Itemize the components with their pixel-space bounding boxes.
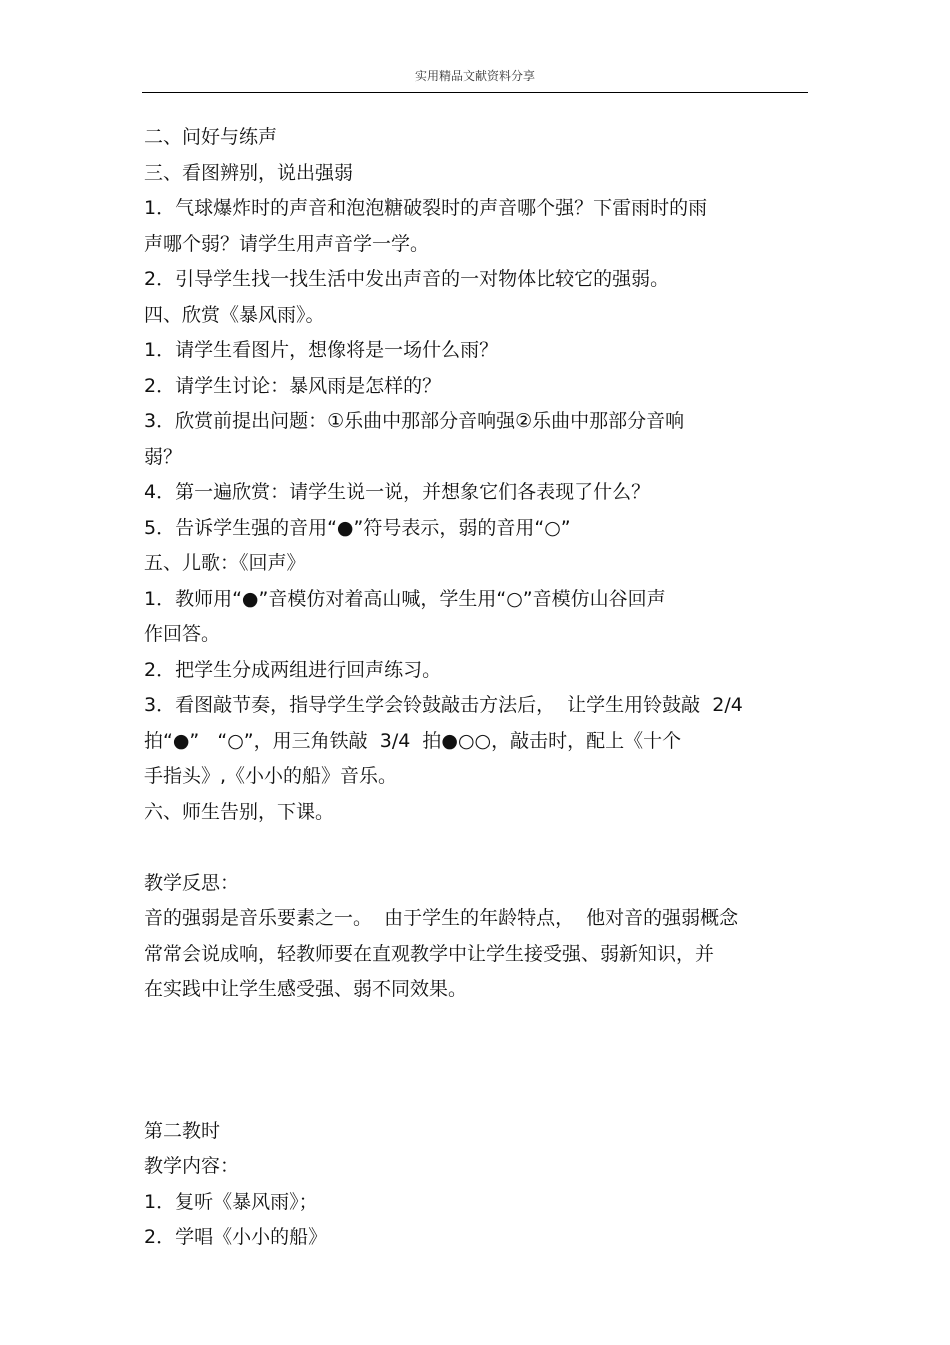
text-line: 作回答。 xyxy=(144,623,221,645)
text-line: 2．学唱《小小的船》 xyxy=(144,1226,328,1248)
text-line: 3．欣赏前提出问题：①乐曲中那部分音响强②乐曲中那部分音响 xyxy=(144,410,685,432)
text-line: 常常会说成响，轻教师要在直观教学中让学生接受强、弱新知识，并 xyxy=(144,942,715,965)
text-line: 声哪个弱？请学生用声音学一学。 xyxy=(144,232,430,255)
text-line: 1．气球爆炸时的声音和泡泡糖破裂时的声音哪个强？下雷雨时的雨 xyxy=(144,197,708,219)
text-line: 弱？ xyxy=(144,445,183,468)
text-line: 手指头》,《小小的船》音乐。 xyxy=(144,765,398,787)
text-line: 教学内容： xyxy=(144,1155,240,1177)
spacer xyxy=(144,1008,814,1114)
spacer xyxy=(144,830,814,866)
reflection-section xyxy=(144,866,814,1008)
text-line: 1．复听《暴风雨》； xyxy=(144,1190,318,1213)
text-line: 四、欣赏《暴风雨》。 xyxy=(144,303,325,326)
text-line: 音的强弱是音乐要素之一。 由于学生的年龄特点， 他对音的强弱概念 xyxy=(144,907,739,929)
text-line: 2．把学生分成两组进行回声练习。 xyxy=(144,658,442,681)
page-header xyxy=(142,62,808,93)
section-heading: 教学反思： xyxy=(144,871,240,894)
text-line: 拍“●” “○”，用三角铁敲 3/4 拍●○○，敲击时，配上《十个 xyxy=(144,729,682,752)
text-line: 二、问好与练声 xyxy=(144,126,278,148)
text-line: 2．引导学生找一找生活中发出声音的一对物体比较它的强弱。 xyxy=(144,268,670,290)
text-line: 六、师生告别，下课。 xyxy=(144,800,335,823)
text-line: 1．教师用“●”音模仿对着高山喊，学生用“○”音模仿山谷回声 xyxy=(144,587,666,610)
header-title: 实用精品文献资料分享 xyxy=(414,69,535,83)
text-line: 在实践中让学生感受强、弱不同效果。 xyxy=(144,978,468,1000)
text-line: 5．告诉学生强的音用“●”符号表示，弱的音用“○” xyxy=(144,516,571,539)
text-line: 4．第一遍欣赏：请学生说一说，并想象它们各表现了什么？ xyxy=(144,481,651,503)
text-line: 2．请学生讨论：暴风雨是怎样的？ xyxy=(144,374,442,397)
document-body xyxy=(144,120,814,1256)
text-line: 1．请学生看图片，想像将是一场什么雨？ xyxy=(144,339,499,361)
section-heading: 第二教时 xyxy=(144,1119,221,1142)
lesson2-section xyxy=(144,1114,814,1256)
text-line: 3．看图敲节奏，指导学生学会铃鼓敲击方法后， 让学生用铃鼓敲 2/4 xyxy=(144,694,743,716)
lesson1-section xyxy=(144,120,814,830)
text-line: 五、儿歌：《回声》 xyxy=(144,552,306,574)
text-line: 三、看图辨别，说出强弱 xyxy=(144,161,354,184)
